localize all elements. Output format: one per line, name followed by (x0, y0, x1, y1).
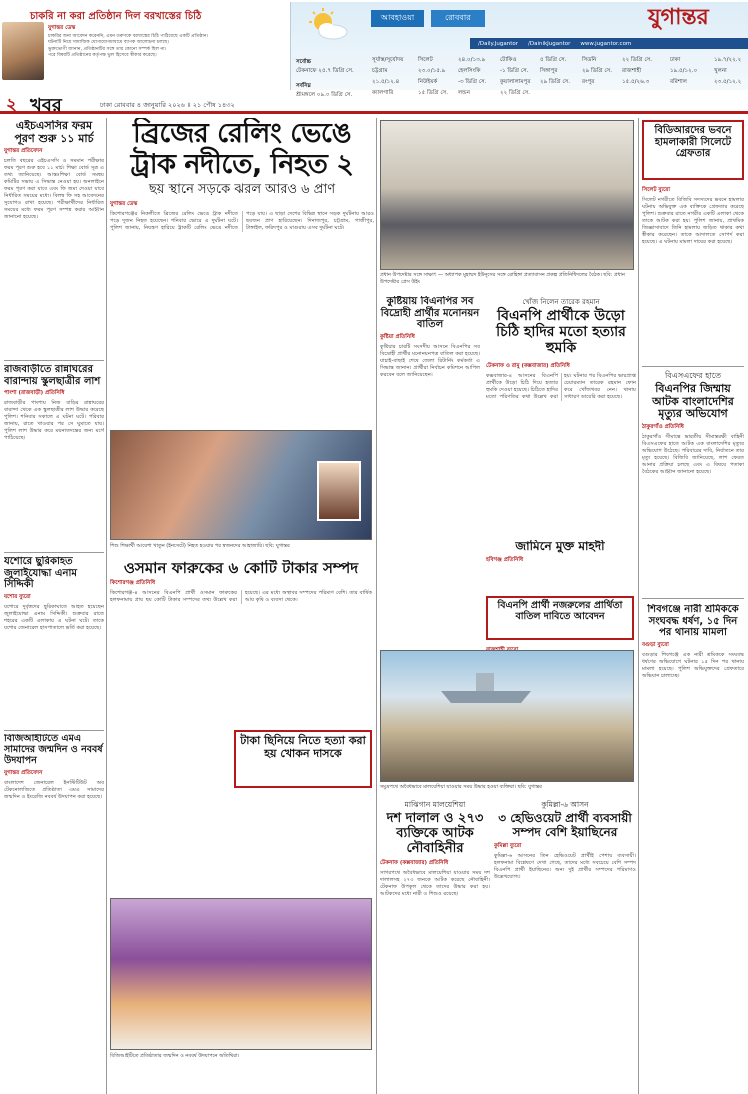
headline-line-2[interactable]: ট্রাক নদীতে, নিহত ২ (130, 149, 354, 181)
article-bsf[interactable] (642, 370, 744, 596)
temp-cell: খুলনা (714, 68, 727, 74)
max-temp-value: টেকনাফে ২৫.৭ ডিগ্রি সে. (296, 68, 354, 74)
temp-cell: সিডনি (582, 57, 597, 63)
article-kushtia[interactable] (380, 296, 480, 616)
temp-cell: সিলেট (418, 57, 433, 63)
article-bridge[interactable] (110, 118, 374, 428)
headline[interactable]: বিডিআরদের ভবনে হামলাকারী সিলেটে গ্রেফতার (654, 125, 732, 159)
page-number: ২ (6, 95, 18, 115)
promo-line: চাকরির জন্য আবেদন করেননি, এমন তরুণকে বরখাস্তের চিঠি পাঠিয়েছে একটি প্রতিষ্ঠান। (48, 33, 209, 39)
headline[interactable]: জামিনে মুক্ত মাহদী (515, 540, 605, 553)
facebook-link[interactable]: /Daily.Jugantor (478, 40, 518, 47)
article-cash[interactable] (234, 730, 372, 788)
byline: যুগান্তর ডেস্ক (110, 201, 138, 208)
temp-cell: সিঙ্গাপুর (540, 68, 558, 74)
article-body: সাগরপথে অবৈধভাবে মালয়েশিয়া যাওয়ার সময় দশ দালালসহ ২৭৩ জনকে আটক করেছে নৌবাহিনী। টেকনাফ উপকূল থেকে তাদের উদ্ধার করা হয়। আটকদের মধ্যে নারী ও শিশুও রয়েছে। (380, 869, 490, 897)
promo-line: ভুক্তভোগী জানান, প্রতিষ্ঠানটির সঙ্গে তার কোনো সম্পর্ক ছিল না। (48, 46, 167, 52)
temp-cell: -৩ ডিগ্রি সে. (458, 79, 487, 85)
event-photo-caption: বিজিআইটিতে প্রতিষ্ঠাতার জন্মদিন ও নববর্ষ উদযাপনে অতিথিরা। (110, 1053, 240, 1059)
meeting-photo-caption: প্রধান উপদেষ্টার সঙ্গে সাক্ষাৎ — অধ্যাপক মুহাম্মদ ইউনূসের সঙ্গে রোহিঙ্গা প্রত্যাবাসন প্রকল্প প্রতিনিধিদলের বৈঠক। ছবি: প্রধান উপদেষ্টার প্রেস উইং (380, 272, 625, 285)
weather-day: রোববার (431, 10, 485, 27)
byline: সিলেট ব্যুরো (642, 187, 670, 193)
max-temp-label: সর্বোচ্চ (296, 59, 312, 65)
headline[interactable]: যশোরে ছুরিকাহত জুলাইযোদ্ধা এনাম সিদ্দিকী (4, 556, 77, 590)
article-rajbari[interactable] (4, 364, 104, 550)
byline: যশোর ব্যুরো (4, 593, 31, 600)
promo-line: পরে বিষয়টি প্রতিষ্ঠানের কর্তৃপক্ষ ভুল হিসেবে স্বীকার করেছে। (48, 53, 157, 59)
byline: ঠাকুরগাঁও প্রতিনিধি (642, 423, 684, 430)
article-body: রাজবাড়ীর পাংশায় নিজ বাড়ির রান্নাঘরের বারান্দা থেকে এক স্কুলছাত্রীর লাশ উদ্ধার করেছে পুলিশ। শনিবার সকালে এ ঘটনা ঘটে। পরিবার জানায়, রাতে খাওয়ার পর সে ঘুমাতে যায়। পুলিশ লাশ উদ্ধার করে ময়নাতদন্তের জন্য মর্গে পাঠিয়েছে। (4, 400, 104, 441)
temp-cell: ক্যালগারি (372, 90, 394, 96)
article-body: ঠাকুরগাঁও সীমান্তে ভারতীয় সীমান্তরক্ষী বাহিনী বিএসএফের হাতে আটক এক বাংলাদেশির মৃত্যুর অভিযোগ উঠেছে। পরিবারের দাবি, নির্যাতনে তার মৃত্যু হয়েছে। বিজিবি জানিয়েছে, লাশ ফেরত আনার প্রক্রিয়া চলছে এবং এ বিষয়ে পতাকা বৈঠকের আহ্বান জানানো হয়েছে। (642, 433, 744, 475)
article-body: কুমিল্লা-৬ আসনের তিন হেভিওয়েট প্রার্থীই পেশায় ব্যবসায়ী। হলফনামা বিশ্লেষণে দেখা গেছে, তাদের মধ্যে সবচেয়ে বেশি সম্পদ বিএনপি প্রার্থী ইয়াছিনের। অন্য দুই প্রার্থীর সম্পদের পরিমাণও উল্লেখযোগ্য। (494, 852, 636, 880)
promo-headline[interactable]: চাকরি না করা প্রতিষ্ঠান দিল বরখাস্তের চিঠি (30, 11, 202, 22)
temp-cell: ১৫.৫/২৬.৩ (622, 79, 650, 85)
headline[interactable]: টাকা ছিনিয়ে নিতে হত্যা করা হয় খোকন দাসকে (240, 734, 366, 760)
temp-cell: ২৯ ডিগ্রি সে. (582, 68, 613, 74)
temp-cell: ২১.৫/১২.৪ (372, 79, 400, 85)
article-bgb[interactable] (642, 120, 744, 180)
headline[interactable]: বিজিআইটিতে এমএ সামাদের জন্মদিন ও নববর্ষ উদযাপন (4, 734, 103, 766)
article-body: কক্সবাজার-৪ আসনের বিএনপি প্রার্থীকে উড়ো চিঠি দিয়ে হত্যার হুমকি দেওয়া হয়েছে। চিঠিতে হাদির মতো পরিণতির কথা উল্লেখ করা হয়। ঘটনার পর বিএনপির ভারপ্রাপ্ত চেয়ারম্যান তারেক রহমান ফোন করে খোঁজখবর নেন। থানায় সাধারণ ডায়েরি করা হয়েছে। (486, 373, 636, 400)
article-tareq[interactable] (486, 296, 636, 356)
temperature-table (292, 54, 748, 98)
article-body: বগুড়ার শিবগঞ্জে এক নারী শ্রমিককে সংঘবদ্ধ ধর্ষণের অভিযোগে ঘটনার ১৫ দিন পর থানায় মামলা হয়েছে। পুলিশ অভিযুক্তদের গ্রেফতারে অভিযান চালাচ্ছে। (642, 651, 744, 679)
temp-cell: লন্ডন (458, 90, 470, 96)
meeting-photo (380, 120, 634, 270)
article-body: কুষ্টিয়ার চারটি সংসদীয় আসনে বিএনপির সব বিদ্রোহী প্রার্থীর মনোনয়নপত্র বাতিল করা হয়েছে। যাচাই-বাছাই শেষে জেলা রিটার্নিং কর্মকর্তা এ সিদ্ধান্ত জানান। প্রার্থীরা নির্বাচন কমিশনে আপিল করবেন বলে জানিয়েছেন। (380, 343, 480, 378)
article-jessore[interactable] (4, 556, 104, 726)
temp-cell: ২৩.০/১৫.৯ (418, 68, 446, 74)
headline[interactable]: শিবগঞ্জে নারী শ্রমিককে সংঘবদ্ধ ধর্ষণ, ১৫ দিন পর থানায় মামলা (647, 604, 739, 638)
byline: পাংশা (রাজবাড়ী) প্রতিনিধি (4, 390, 65, 396)
temp-cell: ১৯.৫/১২.০ (670, 68, 698, 74)
headline[interactable]: বিএনপি প্রার্থীকে উড়ো চিঠি হাদির মতো হত্যার হুমকি (496, 308, 626, 356)
byline: যুগান্তর প্রতিবেদন (4, 769, 43, 776)
temp-cell: টোকিও (500, 57, 517, 63)
temp-cell: ১৯.৭/২২.২ (714, 57, 742, 63)
min-temp-value: শ্রীমঙ্গলে ০৯.০ ডিগ্রি সে. (296, 92, 353, 98)
headline[interactable]: বিএনপি প্রার্থী নজরুলের প্রার্থিতা বাতিল দাবিতে আবেদন (497, 600, 623, 622)
kicker: বিএসএফের হাতে (665, 371, 721, 380)
temp-cell: ২৯ ডিগ্রি সে. (540, 79, 571, 85)
article-bijoy[interactable] (4, 734, 104, 894)
byline: কুমিল্লা ব্যুরো (494, 842, 522, 849)
temp-cell: ২২ ডিগ্রি সে. (500, 90, 531, 96)
promo-line: ঘটনাটি নিয়ে সামাজিক যোগাযোগমাধ্যমে ব্যাপক আলোচনা চলছে। (48, 40, 169, 46)
article-body: কিশোরগঞ্জের নিকলীতে ব্রিজের রেলিং ভেঙে ট্রাক নদীতে পড়ে দুজন নিহত হয়েছেন। শনিবার ভোরে এ দুর্ঘটনা ঘটে। পুলিশ জানায়, নিয়ন্ত্রণ হারিয়ে ট্রাকটি রেলিং ভেঙে নদীতে পড়ে যায়। এ ছাড়া দেশের বিভিন্ন স্থানে সড়ক দুর্ঘটনায় আরও ছয়জন প্রাণ হারিয়েছেন। দিনাজপুর, চট্টগ্রাম, গাজীপুর, টাঙ্গাইল, ফরিদপুর ও মাগুরায় এসব দুর্ঘটনা ঘটে। (110, 211, 374, 232)
temp-cell: ২৩.৫/১২.২ (714, 79, 742, 85)
social-bar (470, 38, 748, 49)
article-hsc[interactable] (4, 120, 104, 360)
website-link[interactable]: www.jugantor.com (580, 40, 632, 47)
byline: টেকনাফ (কক্সবাজার) প্রতিনিধি (380, 859, 449, 866)
byline: টেকনাফ ও রামু (কক্সবাজার) প্রতিনিধি (486, 363, 570, 369)
inset-portrait (317, 461, 361, 521)
temp-cell: বরিশাল (670, 79, 687, 85)
headline[interactable]: কুষ্টিয়ায় বিএনপির সব বিদ্রোহী প্রার্থীর মনোনয়ন বাতিল (380, 296, 480, 330)
event-photo (110, 898, 372, 1050)
headline[interactable]: বিএনপির জিম্মায় আটক বাংলাদেশির মৃত্যুর অভিযোগ (652, 382, 734, 421)
headline[interactable]: এইচএসসির ফরম পূরণ শুরু ১১ মার্চ (14, 120, 94, 145)
article-body: সিলেট নগরীতে বিজিবি সদস্যদের ভবনে হামলার ঘটনায় অভিযুক্ত এক ব্যক্তিকে গ্রেফতার করেছে পুলিশ। শুক্রবার রাতে নগরীর একটি এলাকা থেকে তাকে আটক করা হয়। পুলিশ জানায়, প্রাথমিক জিজ্ঞাসাবাদে তিনি হামলায় জড়িত থাকার কথা স্বীকার করেছেন। তাকে আদালতে সোপর্দ করা হয়েছে। এ ঘটনায় মামলা দায়ের করা হয়েছে। (642, 197, 744, 245)
sub-headline: ছয় স্থানে সড়কে ঝরল আরও ৬ প্রাণ (148, 182, 336, 198)
byline: কিশোরগঞ্জ প্রতিনিধি (110, 580, 156, 587)
boat-photo-caption: সমুদ্রপথে অবৈধভাবে মালয়েশিয়া যাওয়ার সময় উদ্ধার হওয়া ব্যক্তিরা। ছবি: যুগান্তর (380, 784, 542, 790)
temp-cell: সূর্যাস্ত/সূর্যোদয় (372, 57, 404, 63)
temp-cell: রাজশাহী (622, 68, 642, 74)
weather-label: আবহাওয়া (371, 10, 424, 27)
article-malaysia[interactable] (380, 800, 490, 1090)
promo-photo (2, 22, 44, 80)
grief-photo (110, 430, 372, 540)
grief-photo-caption: শিশু শিক্ষার্থী আয়েশা খাতুন (ইনসেটে) নিহত হওয়ার পর স্বজনদের আহাজারি। ছবি: যুগান্তর (110, 543, 290, 549)
article-body: কিশোরগঞ্জ-৪ আসনের বিএনপি প্রার্থী ওসমান ফারুকের হলফনামায় প্রায় ছয় কোটি টাকার সম্পদের তথ্য উল্লেখ করা হয়েছে। এর মধ্যে অস্থাবর সম্পদের পরিমাণ বেশি। তার বার্ষিক আয় কৃষি ও ব্যবসা থেকে। (110, 590, 372, 604)
headline[interactable]: ওসমান ফারুকের ৬ কোটি টাকার সম্পদ (123, 560, 359, 577)
article-candidate[interactable] (486, 596, 634, 640)
article-comilla[interactable] (494, 800, 636, 1090)
byline: কুষ্টিয়া প্রতিনিধি (380, 333, 415, 340)
byline: হবিগঞ্জ প্রতিনিধি (486, 556, 524, 563)
sun-cloud-icon (305, 8, 351, 42)
promo-box[interactable] (0, 0, 288, 92)
temp-cell: ঢাকা (670, 57, 681, 63)
min-temp-label: সর্বনিম্ন (296, 83, 311, 89)
twitter-link[interactable]: /DainikJugantor (527, 40, 571, 47)
top-banner (0, 0, 748, 98)
kicker: খোঁজ নিলেন তারেক রহমান (522, 298, 600, 306)
article-shibganj[interactable] (642, 604, 744, 1090)
headline[interactable]: ৩ হেভিওয়েট প্রার্থী ব্যবসায়ী সম্পদ বেশি ইয়াছিনের (498, 811, 632, 839)
byline: যুগান্তর প্রতিবেদন (4, 148, 43, 155)
article-bgb-body (642, 184, 744, 364)
promo-kicker: যুগান্তর ডেস্ক (48, 25, 76, 31)
headline-line-1[interactable]: ব্রিজের রেলিং ভেঙে (132, 118, 352, 149)
kicker: কুমিল্লা-৬ আসন (541, 800, 589, 809)
byline: বগুড়া ব্যুরো (642, 641, 669, 648)
article-body: যশোরে দুর্বৃত্তদের ছুরিকাঘাতে আহত হয়েছেন জুলাইযোদ্ধা এনাম সিদ্দিকী। শুক্রবার রাতে শহরের একটি এলাকায় এ ঘটনা ঘটে। তাকে যশোর জেনারেল হাসপাতালে ভর্তি করা হয়েছে। (4, 603, 104, 631)
article-osman[interactable] (110, 560, 372, 750)
temp-cell: ৫ ডিগ্রি সে. (540, 57, 567, 63)
temp-cell: -১ ডিগ্রি সে. (500, 68, 529, 74)
article-body: বাংলাদেশ জেনারেল ইনস্টিটিউট অব টেকনোলজিতে প্রতিষ্ঠাতা এমএ সামাদের জন্মদিন ও ইংরেজি নববর্ষ উদযাপন করা হয়েছে। (4, 779, 104, 800)
temp-cell: ২২ ডিগ্রি সে. (622, 57, 653, 63)
promo-text (48, 22, 284, 82)
temp-cell: চট্টগ্রাম (372, 68, 388, 74)
newspaper-logo[interactable]: যুগান্তর (648, 4, 709, 30)
temp-cell: হেলসিংকি (458, 68, 481, 74)
headline[interactable]: দশ দালাল ও ২৭৩ ব্যক্তিকে আটক নৌবাহিনীর (386, 811, 484, 856)
temp-cell: ২৪.০/১৩.৯ (458, 57, 486, 63)
temp-cell: নিউইয়র্ক (418, 79, 438, 85)
temp-cell: ১৫ ডিগ্রি সে. (418, 90, 449, 96)
temp-cell: কুয়ালালামপুর (500, 79, 531, 85)
boat-photo (380, 650, 634, 782)
temp-cell: রংপুর (582, 79, 595, 85)
article-bail[interactable] (486, 540, 634, 594)
kicker: মাঝিগান মালয়েশিয়া (404, 800, 466, 809)
headline[interactable]: রাজবাড়ীতে রান্নাঘরের বারান্দায় স্কুলছাত্রীর লাশ (4, 364, 101, 387)
article-body: চলতি বছরের এইচএসসি ও সমমান পরীক্ষার ফরম পূরণ শুরু হবে ১১ মার্চ। শিক্ষা বোর্ড সূত্র এ তথ্য জানিয়েছে। আন্তঃশিক্ষা বোর্ড সমন্বয় কমিটির সভায় এ সিদ্ধান্ত নেওয়া হয়। অনলাইনে ফরম পূরণ করা যাবে এবং ফি জমা দেওয়া যাবে নির্ধারিত সময়ের মধ্যে। বিলম্ব ফি সহ আবেদনের সুযোগও রাখা হয়েছে। পরীক্ষার্থীদের নির্ধারিত সময়ের মধ্যে ফরম পূরণ সম্পন্ন করার আহ্বান জানানো হয়েছে। (4, 158, 104, 221)
edition-date: ঢাকা রোববার ৪ জানুয়ারি ২০২৬ ॥ ২১ পৌষ ১৪৩২ (100, 101, 235, 109)
section-bar (0, 92, 748, 114)
section-title: খবর (30, 95, 62, 116)
ship-icon (381, 651, 634, 782)
